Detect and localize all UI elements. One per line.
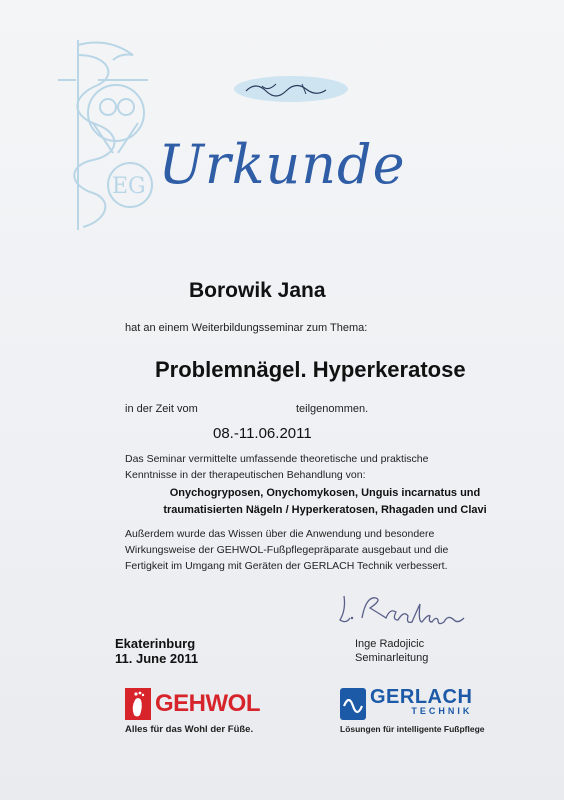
signatory-name: Inge Radojicic xyxy=(355,638,425,650)
conditions-line-1: Onychogryposen, Onychomykosen, Unguis incarnatus und xyxy=(169,487,481,499)
content-line-1: Das Seminar vermittelte umfassende theoretische und praktische xyxy=(125,453,429,465)
date-range: 08.-11.06.2011 xyxy=(213,425,312,442)
gehwol-name: GEHWOL xyxy=(155,690,260,717)
period-prefix: in der Zeit vom xyxy=(125,403,198,415)
signatory-role: Seminarleitung xyxy=(355,652,429,664)
founder-signature-seal xyxy=(232,74,350,104)
period-suffix: teilgenommen. xyxy=(296,403,369,415)
place-and-date xyxy=(115,636,198,666)
extra-line-1: Außerdem wurde das Wissen über die Anwendung und besondere xyxy=(125,528,435,540)
handwritten-signature xyxy=(330,588,500,630)
seminar-topic: Problemnägel. Hyperkeratose xyxy=(155,357,466,382)
foot-icon xyxy=(125,688,151,720)
intro-line: hat an einem Weiterbildungsseminar zum Thema: xyxy=(125,322,368,334)
issue-date: 11. June 2011 xyxy=(115,651,199,666)
gerlach-sub: TECHNIK xyxy=(411,706,473,716)
place: Ekaterinburg xyxy=(115,636,196,651)
gerlach-slogan: Lösungen für intelligente Fußpflege xyxy=(340,724,485,734)
gerlach-symbol-icon xyxy=(340,688,366,720)
conditions-line-2: traumatisierten Nägeln / Hyperkeratosen, Rhagaden und Clavi xyxy=(163,504,487,516)
signatory xyxy=(355,637,428,665)
participant-name: Borowik Jana xyxy=(189,279,326,302)
gehwol-logo xyxy=(125,688,260,735)
extra-line-3: Fertigkeit im Umgang mit Geräten der GERLACH Technik verbessert. xyxy=(125,560,448,572)
gerlach-logo xyxy=(340,688,485,734)
gerlach-name: GERLACH xyxy=(370,686,473,708)
gehwol-slogan: Alles für das Wohl der Füße. xyxy=(125,724,254,735)
extra-line-2: Wirkungsweise der GEHWOL-Fußpflegepräparate ausgebaut und die xyxy=(125,544,449,556)
certificate-title: Urkunde xyxy=(158,133,406,196)
svg-text:EG: EG xyxy=(112,174,146,199)
content-line-2: Kenntnisse in der therapeutischen Behandlung von: xyxy=(125,469,366,481)
